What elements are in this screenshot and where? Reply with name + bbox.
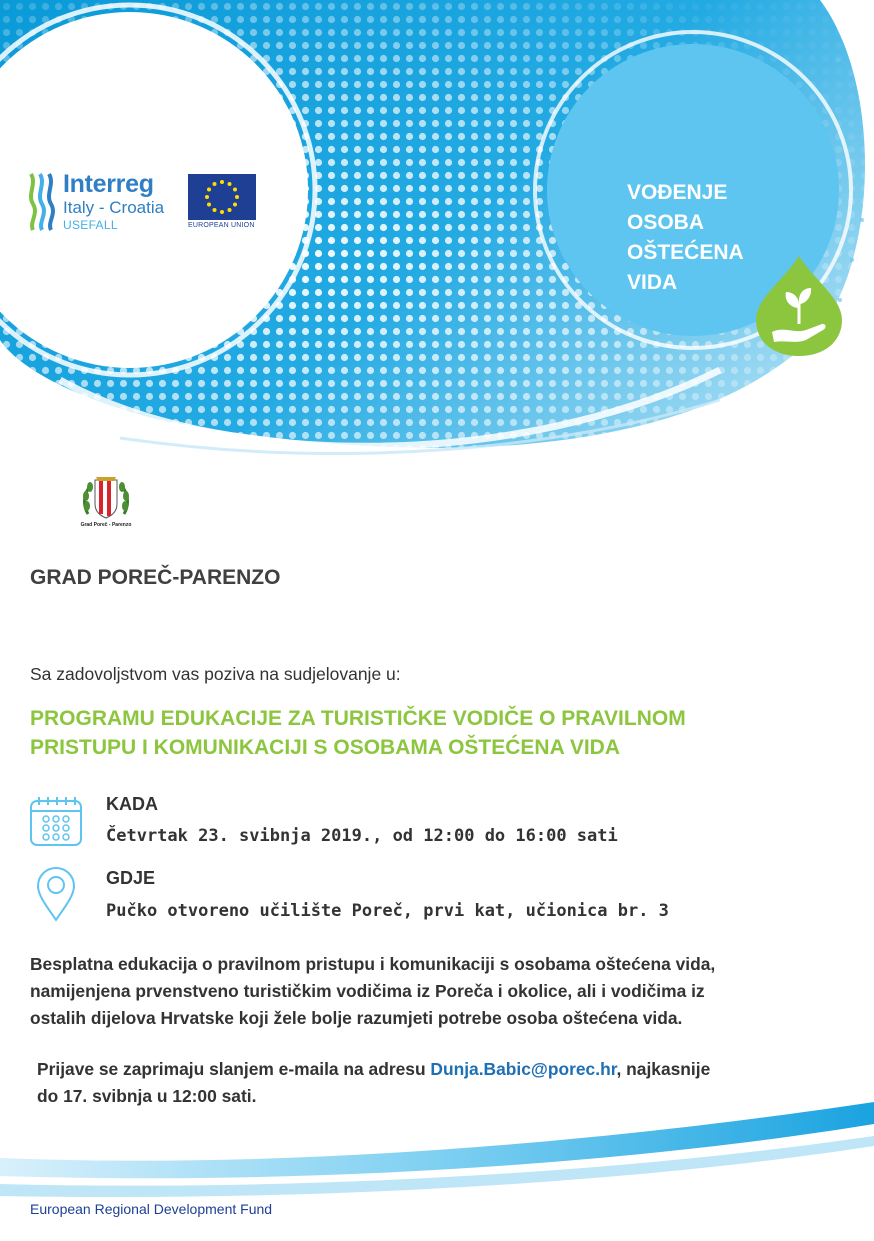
registration-suffix: , najkasnije (616, 1059, 711, 1079)
eu-label: EUROPEAN UNION (188, 222, 255, 229)
description-line: Besplatna edukacija o pravilnom pristupu i komunikaciji s osobama oštećena vida, (30, 954, 716, 974)
topic-line: OSOBA (627, 211, 705, 234)
footer-wave-graphic (0, 1100, 874, 1210)
when-value: Četvrtak 23. svibnja 2019., od 12:00 do 16:00 sati (106, 826, 618, 846)
interreg-waves-icon (27, 172, 57, 232)
topic-line: OŠTEĆENA (627, 241, 744, 264)
program-title-line: PROGRAMU EDUKACIJE ZA TURISTIČKE VODIČE O PRAVILNOM (30, 707, 686, 730)
crest-caption: Grad Poreč - Parenzo (80, 522, 132, 528)
interreg-logo (27, 170, 267, 234)
registration-prefix: Prijave se zaprimaju slanjem e-maila na adresu (37, 1059, 431, 1079)
organizer-name: GRAD POREČ-PARENZO (30, 566, 281, 589)
registration-line-1 (37, 1056, 857, 1083)
description-line: namijenjena prvenstveno turističkim vodičima iz Poreča i okolice, ali i vodičima iz (30, 981, 705, 1001)
where-value: Pučko otvoreno učilište Poreč, prvi kat, učionica br. 3 (106, 901, 669, 921)
location-pin-icon (36, 866, 76, 922)
project-name: USEFALL (63, 218, 118, 232)
interreg-wordmark: Interreg (63, 170, 154, 198)
when-label: KADA (106, 794, 158, 814)
program-title (30, 704, 850, 762)
interreg-region: Italy - Croatia (63, 198, 165, 217)
registration-deadline: do 17. svibnja u 12:00 sati. (37, 1086, 257, 1106)
topic-line: VOĐENJE (627, 181, 728, 204)
topic-line: VIDA (627, 271, 678, 294)
plant-in-hand-icon (754, 254, 844, 358)
calendar-icon (29, 795, 83, 847)
fund-label: European Regional Development Fund (30, 1201, 273, 1217)
where-label: GDJE (106, 868, 156, 888)
description-line: ostalih dijelova Hrvatske koji žele bolje razumjeti potrebe osoba oštećena vida. (30, 1008, 683, 1028)
program-title-line: PRISTUPU I KOMUNIKACIJI S OSOBAMA OŠTEĆENA VIDA (30, 736, 620, 759)
invitation-intro: Sa zadovoljstvom vas poziva na sudjelovanje u: (30, 664, 401, 684)
eu-flag-icon (188, 174, 256, 220)
contact-email-link[interactable]: Dunja.Babic@porec.hr (430, 1059, 617, 1079)
description (30, 951, 860, 1032)
